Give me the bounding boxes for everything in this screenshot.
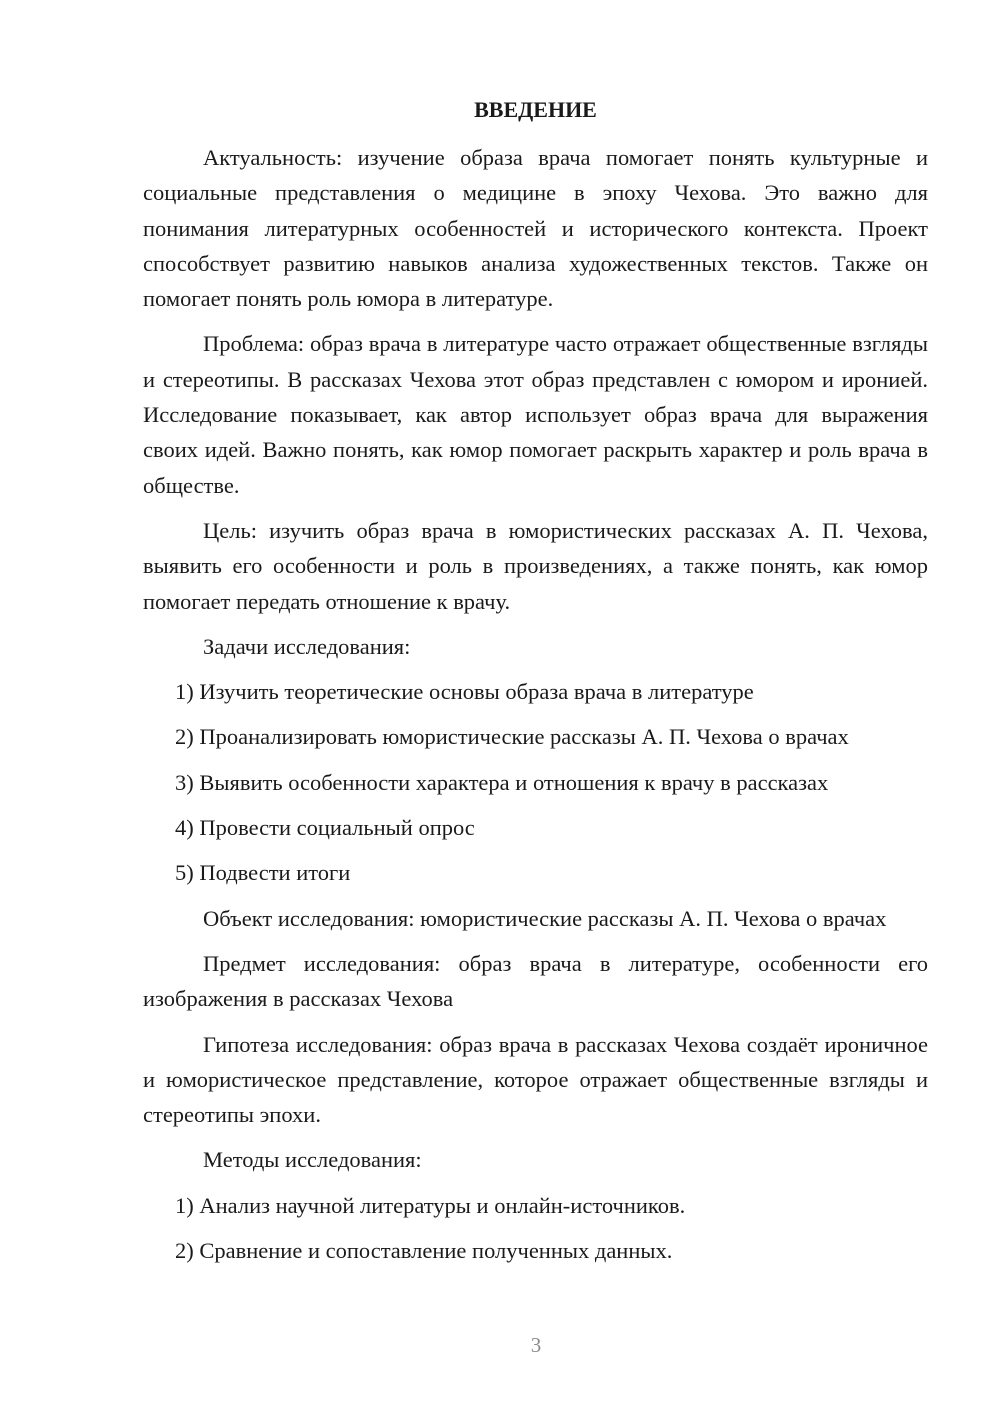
object-paragraph: Объект исследования: юмористические рассказы А. П. Чехова о врачах xyxy=(203,905,887,931)
problem-paragraph: Проблема: образ врача в литературе часто отражает общественные взгляды и стереотипы. В рассказах Чехова этот образ представлен с юмором и иронией. Исследование показывает, как автор использует образ врача для выражения своих идей. Важно понять, как юмор помогает раскрыть характер и роль врача в обществе. xyxy=(143,331,928,498)
method-item: 1) Анализ научной литературы и онлайн-источников. xyxy=(175,1192,686,1218)
methods-label: Методы исследования: xyxy=(203,1147,422,1173)
task-item: 3) Выявить особенности характера и отношения к врачу в рассказах xyxy=(175,769,829,795)
tasks-list xyxy=(143,674,928,890)
methods-list xyxy=(143,1188,928,1269)
section-heading: ВВЕДЕНИЕ xyxy=(474,97,597,122)
subject-paragraph: Предмет исследования: образ врача в литературе, особенности его изображения в рассказах Чехова xyxy=(143,950,928,1012)
hypothesis-paragraph: Гипотеза исследования: образ врача в рассказах Чехова создаёт ироничное и юмористическое представление, которое отражает общественные взгляды и стереотипы эпохи. xyxy=(143,1031,928,1128)
document-page xyxy=(143,95,928,1278)
task-item: 2) Проанализировать юмористические рассказы А. П. Чехова о врачах xyxy=(175,724,849,750)
goal-paragraph: Цель: изучить образ врача в юмористических рассказах А. П. Чехова, выявить его особенности и роль в произведениях, а также понять, как юмор помогает передать отношение к врачу. xyxy=(143,517,928,614)
relevance-paragraph: Актуальность: изучение образа врача помогает понять культурные и социальные представления о медицине в эпоху Чехова. Это важно для понимания литературных особенностей и исторического контекста. Проект способствует развитию навыков анализа художественных текстов. Также он помогает понять роль юмора в литературе. xyxy=(143,145,928,312)
method-item: 2) Сравнение и сопоставление полученных данных. xyxy=(175,1238,673,1264)
task-item: 5) Подвести итоги xyxy=(175,860,351,886)
task-item: 1) Изучить теоретические основы образа врача в литературе xyxy=(175,679,754,705)
task-item: 4) Провести социальный опрос xyxy=(175,815,475,841)
tasks-label: Задачи исследования: xyxy=(203,633,411,659)
page-number: 3 xyxy=(530,1333,542,1357)
